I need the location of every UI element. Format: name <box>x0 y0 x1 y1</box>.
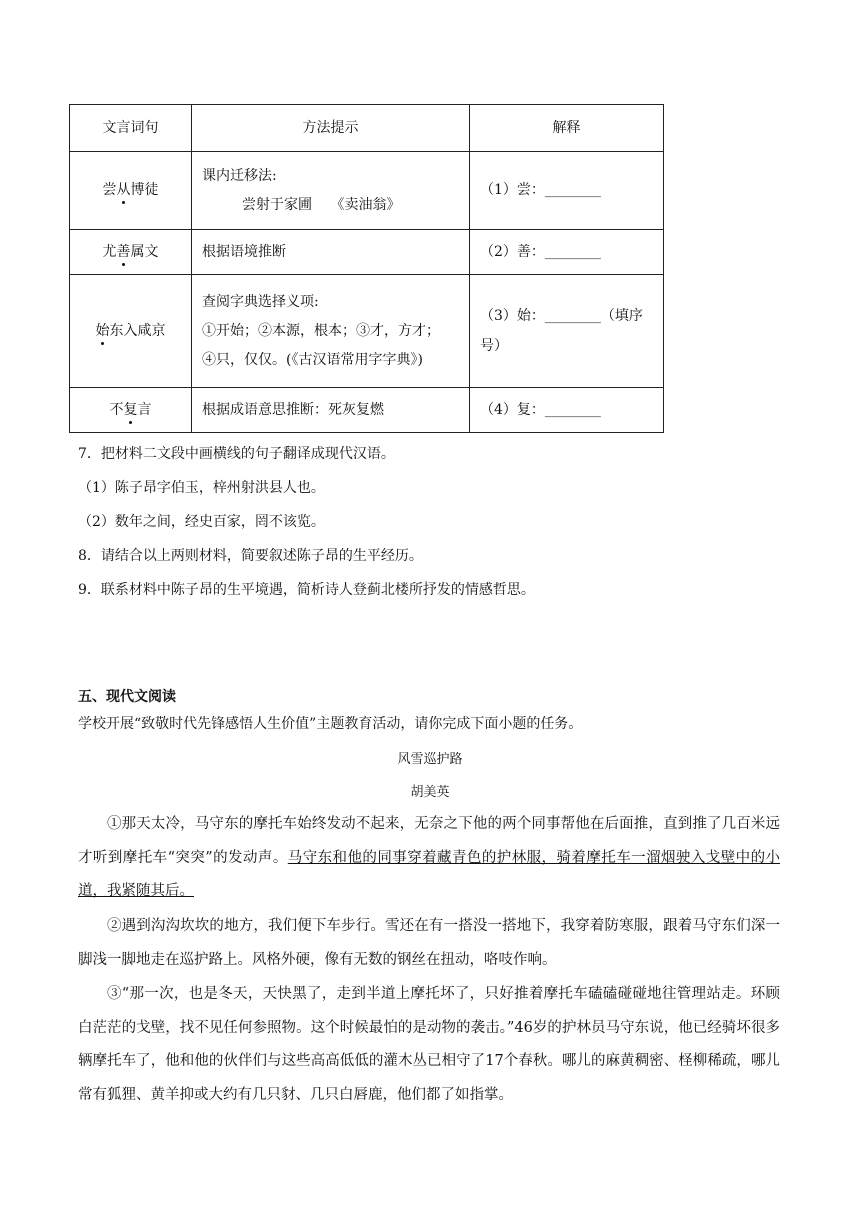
question-9: 9．联系材料中陈子昂的生平境遇，简析诗人登蓟北楼所抒发的情感哲思。 <box>78 582 535 598</box>
phrase-cell <box>70 152 192 230</box>
answer-cell[interactable]: （4）复：________ <box>470 388 664 433</box>
table-row <box>70 388 664 433</box>
answer-cell[interactable]: （2）善：________ <box>470 230 664 275</box>
phrase-text: 博徒 <box>130 182 159 198</box>
article-author: 胡美英 <box>410 785 450 800</box>
header-phrase: 文言词句 <box>70 105 192 152</box>
method-line: ①开始；②本源，根本；③才，方才； <box>202 322 440 339</box>
phrase-text: 不 <box>109 401 124 418</box>
phrase-cell <box>70 230 192 275</box>
phrase-cell <box>70 275 192 388</box>
method-cell <box>192 152 470 230</box>
table-row <box>70 275 664 388</box>
method-cell <box>192 275 470 388</box>
method-line: 课内迁移法: <box>202 167 277 184</box>
table-row <box>70 230 664 275</box>
phrase-text: 言 <box>137 401 152 418</box>
underlined-sentence: 马守东和他的同事穿着藏青色的护林服，骑着摩托车一溜烟驶入戈壁中的小道，我紧随其后。 <box>78 849 780 899</box>
method-line: ④只，仅仅。(《古汉语常用字字典》) <box>202 351 423 368</box>
header-method: 方法提示 <box>192 105 470 152</box>
article-paragraph-3: ③“那一次，也是冬天，天快黑了，走到半道上摩托坏了，只好推着摩托车磕磕碰碰地往管理站走。环顾白茫茫的戈壁，找不见任何参照物。这个时候最怕的是动物的袭击。”46岁的护林员马守东说，他已经骑坏很多辆摩托车了，他和他的伙伴们与这些高高低低的灌木丛已相守了17个春秋。哪儿的麻黄稠密、柽柳稀疏，哪儿常有狐狸、黄羊抑或大约有几只豺、几只白唇鹿，他们都了如指掌。 <box>78 986 780 1103</box>
question-8: 8．请结合以上两则材料，简要叙述陈子昂的生平经历。 <box>78 548 423 564</box>
emphasis-char: 始 <box>96 321 110 342</box>
article-paragraph-1 <box>78 808 780 909</box>
method-line: 尝射于家圃 《卖油翁》 <box>242 196 401 213</box>
phrase-text: 东入咸京 <box>109 322 166 339</box>
header-explanation: 解释 <box>470 105 664 152</box>
vocabulary-table <box>69 104 664 433</box>
article-title: 风雪巡护路 <box>397 752 463 767</box>
method-cell: 根据成语意思推断：死灰复燃 <box>192 388 470 433</box>
phrase-text: 属文 <box>130 243 159 260</box>
phrase-text: 尤 <box>102 243 117 260</box>
paragraph-text: ①那天太冷，马守东的摩托车始终发动不起来，无奈之下他的两个同事帮他在后面推，直到推了几百米远才听到摩托车“突突”的发动声。 <box>78 816 780 866</box>
answer-cell[interactable]: （1）尝：________ <box>470 152 664 230</box>
emphasis-char: 从 <box>117 180 131 201</box>
answer-cell[interactable] <box>470 275 664 388</box>
phrase-text: 尝 <box>102 182 117 198</box>
method-cell: 根据语境推断 <box>192 230 470 275</box>
article-paragraph-2: ②遇到沟沟坎坎的地方，我们便下车步行。雪还在有一搭没一搭地下，我穿着防寒服，跟着马守东们深一脚浅一脚地走在巡护路上。风格外硬，像有无数的钢丝在扭动，咯吱作响。 <box>78 918 780 968</box>
emphasis-char: 复 <box>124 400 138 421</box>
answer-text: （3）始：________（填序号） <box>480 308 643 354</box>
question-7: 7．把材料二文段中画横线的句子翻译成现代汉语。 <box>78 446 395 462</box>
table-header-row <box>70 105 664 152</box>
question-7-2: （2）数年之间，经史百家，罔不该览。 <box>78 514 325 530</box>
table-row <box>70 152 664 230</box>
section-intro: 学校开展“致敬时代先锋感悟人生价值”主题教育活动，请你完成下面小题的任务。 <box>78 716 583 732</box>
emphasis-char: 善 <box>117 242 131 263</box>
phrase-cell <box>70 388 192 433</box>
section-heading: 五、现代文阅读 <box>78 689 176 705</box>
question-7-1: （1）陈子昂字伯玉，梓州射洪县人也。 <box>78 480 325 496</box>
method-line: 查阅字典选择义项: <box>202 293 319 310</box>
